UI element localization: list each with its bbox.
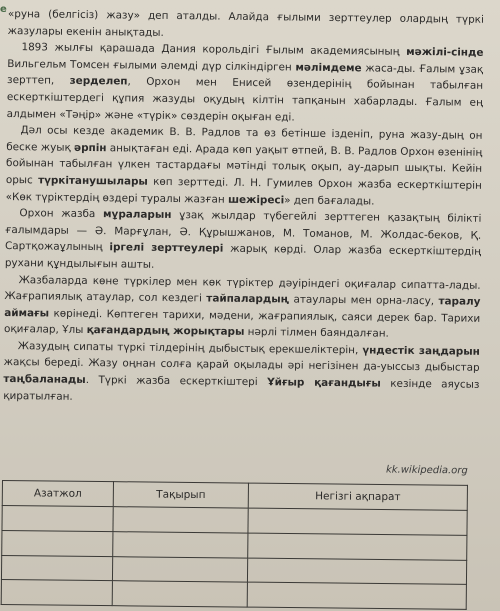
text-run: жақсы береді. Жазу оңнан солға қарай оқылады әрі негізінен да-уыссыз дыбыстар: [3, 356, 480, 375]
article-text: [3, 6, 484, 410]
table-cell[interactable]: [1, 555, 112, 581]
text-run: » деп бағалады.: [284, 193, 375, 208]
fill-in-table-wrap: [1, 480, 468, 610]
paragraph: [3, 338, 480, 410]
text-run: 1893 жылғы қарашада Дания корольдігі Ғылым академиясының: [21, 41, 407, 59]
text-run: Дәл осы кезде академик В. В. Радлов та өз бетінше ізденіп, руна жазу-дың он беске жуық: [6, 124, 483, 154]
bold-term: таралу аймағы: [4, 295, 481, 320]
bold-term: түркітанушылары: [38, 174, 148, 188]
bold-term: мәлімдеме: [295, 61, 362, 75]
bold-term: қағандардың жорықтары: [86, 324, 245, 339]
text-run: анықтаған еді. Арада көп уақыт өтпей, В. В. Радлов Орхон өзенінің бойынан табылған үлкен тастардағы мәтінді толық оқып, ау-дарып шықты. Кейін орыс: [5, 141, 483, 187]
text-run: жаса-ды. Ғалым ұзақ зерттеп,: [7, 62, 484, 88]
text-run: , Орхон мен Енисей өзендерінің бойынан табылған ескерткіштердегі құпия жазуды оқудың кілтін тапқанын хабарлады. Ғалым ең алдымен «Тәңір» және «түрік» сөздерін оқыған еді.: [6, 75, 484, 124]
paragraph: [5, 205, 482, 277]
text-run: жарық көрді. Олар жазба ескерткіштердің рухани құндылығын ашты.: [4, 242, 482, 271]
bold-term: әрпін: [74, 141, 107, 154]
text-run: . Түркі жазба ескерткіштері: [85, 374, 268, 389]
table-row: [1, 580, 466, 610]
column-header-paragraph: Азатжол: [2, 481, 113, 507]
bold-term: Ұйғыр қағандығы: [267, 376, 381, 390]
column-header-main-info: Негізгі ақпарат: [248, 483, 467, 510]
table-cell[interactable]: [112, 581, 247, 607]
table-cell[interactable]: [1, 580, 112, 606]
bold-term: таңбаланады: [3, 373, 86, 387]
table-cell[interactable]: [247, 582, 466, 609]
text-run: көп зерттеді. Л. Н. Гумилев Орхон жазба ескерткіштерін «Көк түріктердің өздері туралы жазған: [5, 175, 482, 206]
bold-term: тайпалардың: [206, 292, 290, 306]
text-run: «руна (белгісіз) жазу» деп аталды. Алайда ғылыми зерттеулер олардың түркі жазулары екенін анықтады.: [7, 7, 484, 39]
text-run: Жазбаларда көне түркілер мен көк түріктер дәуіріндегі оқиғалар сипатта-лады. Жағрапиялық атаулар, сол кездегі: [4, 273, 481, 305]
paragraph: [6, 122, 483, 211]
text-run: Жазудың сипаты түркі тілдерінің дыбыстық ерекшеліктерін,: [17, 340, 363, 357]
table-cell[interactable]: [2, 530, 113, 556]
bold-term: үндестік заңдарын: [362, 344, 480, 358]
fill-in-table: [1, 480, 468, 610]
text-run: кезінде аяусыз қиратылған.: [3, 377, 480, 403]
text-run: нәрлі тілмен баяндалған.: [244, 326, 389, 340]
text-run: ұзақ жылдар түбегейлі зерттеген қазақтың білікті ғалымдары — Ә. Марғұлан, Ә. Құрышжанов, М. Томанов, М. Жолдас-беков, Қ. Сартқожаұлының: [4, 209, 482, 254]
table-cell[interactable]: [248, 508, 467, 535]
bold-term: шежіресі: [227, 193, 285, 206]
table-cell[interactable]: [2, 506, 113, 532]
table-cell[interactable]: [113, 531, 248, 557]
margin-marker: е: [0, 4, 7, 15]
bold-term: мұраларын: [103, 208, 172, 222]
table-cell[interactable]: [113, 507, 248, 533]
text-run: атаулары мен орна-ласу,: [289, 293, 439, 308]
column-header-topic: Тақырып: [113, 482, 248, 508]
source-caption: kk.wikipedia.org: [386, 464, 469, 477]
table-cell[interactable]: [247, 558, 466, 585]
paragraph: [4, 271, 481, 343]
table-cell[interactable]: [248, 533, 467, 560]
table-cell[interactable]: [112, 556, 247, 582]
bold-term: іргелі зерттеулері: [109, 241, 224, 255]
text-run: Орхон жазба: [19, 207, 104, 221]
text-run: Вильгельм Томсен ғылыми әлемді дүр сілкіндірген: [7, 57, 296, 74]
paragraph: [7, 39, 484, 128]
text-run: көрінеді. Көптеген тарихи, мәдени, жағрапиялық, саяси дерек бар. Тарихи оқиғалар, Ұлы: [3, 307, 481, 337]
bold-term: зерделеп: [69, 75, 128, 88]
bold-term: мәжілі-сінде: [406, 46, 484, 59]
